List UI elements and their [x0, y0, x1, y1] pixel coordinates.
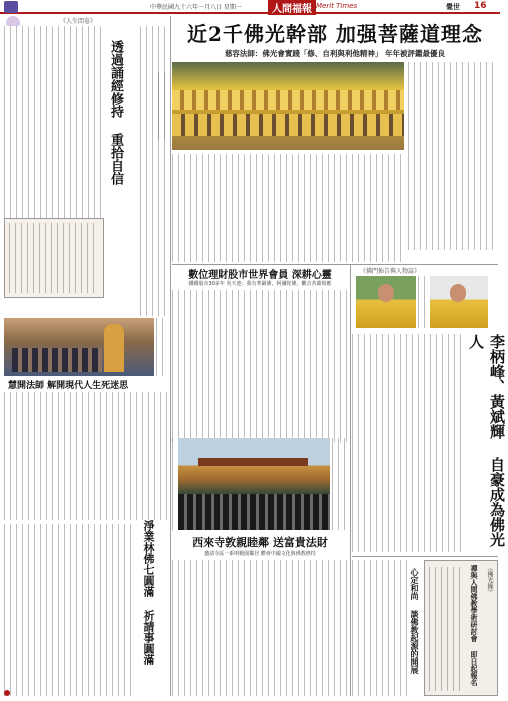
- lower-body-text: [172, 560, 348, 696]
- main-right-text: [408, 62, 498, 250]
- left-title: 透過誦經修持 重拾自信: [108, 40, 123, 185]
- temple-caption-left: [172, 438, 177, 530]
- left-mid-text: [4, 392, 168, 520]
- section-name: 覺世: [446, 3, 460, 11]
- box-title: 禪與人間佛教學術研討會 即日起報名: [470, 565, 479, 686]
- lotus-icon: [6, 16, 20, 26]
- portrait-huang: [430, 276, 488, 328]
- left-body-text-2: [140, 26, 167, 316]
- left-photo-caption: 慧開法師 解開現代人生死迷思: [8, 381, 129, 391]
- photo-caption-vertical: [158, 72, 168, 140]
- temple-caption-right: [332, 438, 348, 530]
- main-body-text: [172, 154, 404, 262]
- page-number: 16: [474, 1, 487, 11]
- lower-headline: 西來寺敦親睦鄰 送富貴法財: [192, 536, 328, 549]
- box-tag: 《佛光緣》: [486, 565, 493, 595]
- lecture-photo: [4, 318, 154, 376]
- right-feature-title: 李柄峰、黃斌輝 自豪成為佛光人: [467, 334, 506, 547]
- photo-caption-small: [156, 318, 168, 376]
- right-bottom-text: [352, 560, 408, 696]
- sub-title: 心定和尚 談佛教起源的開展: [410, 568, 420, 674]
- middle-body-text: [172, 290, 348, 442]
- right-tag: 《佛門佈告與人物誌》: [360, 268, 421, 275]
- lower-subhead: 邀請寺區一系明範園鄰居 體會中國文化與佛教修持: [204, 551, 316, 557]
- bottom-left-title: 淨業林佛七圓滿 祈請事圓滿: [142, 520, 155, 665]
- portrait-li-caption: [418, 276, 428, 328]
- header-bar: [0, 0, 500, 14]
- portrait-li: [356, 276, 416, 328]
- masthead: 人間福報: [268, 0, 316, 15]
- right-body-text: [352, 334, 464, 552]
- left-body-text: [4, 26, 104, 240]
- main-headline: 近2千佛光幹部 加强菩薩道理念: [187, 22, 483, 46]
- main-subhead: 慈容法師：佛光會實踐「修、自利與利他精神」 年年被評鑑最優良: [224, 49, 446, 58]
- temple-logo-icon: [4, 1, 18, 13]
- bottom-left-text: [4, 524, 136, 696]
- middle-headline: 數位理財股市世界會員 深耕心靈: [188, 270, 332, 281]
- cadres-group-photo: [172, 62, 404, 150]
- temple-photo: [178, 438, 330, 530]
- masthead-en: Merit Times: [316, 2, 358, 10]
- date-line: 中華民國九十六年一月八日 星期一: [150, 4, 242, 11]
- bottom-dot-icon: [4, 690, 10, 696]
- left-tag: 《人生問卷》: [60, 18, 97, 25]
- announcement-box: [424, 560, 498, 696]
- left-quote-box: [4, 218, 104, 298]
- middle-subhead: 鐵橋股市30多年 吳天池：我有華嚴佛，阿彌陀佛，觀音菩薩相應: [188, 281, 332, 287]
